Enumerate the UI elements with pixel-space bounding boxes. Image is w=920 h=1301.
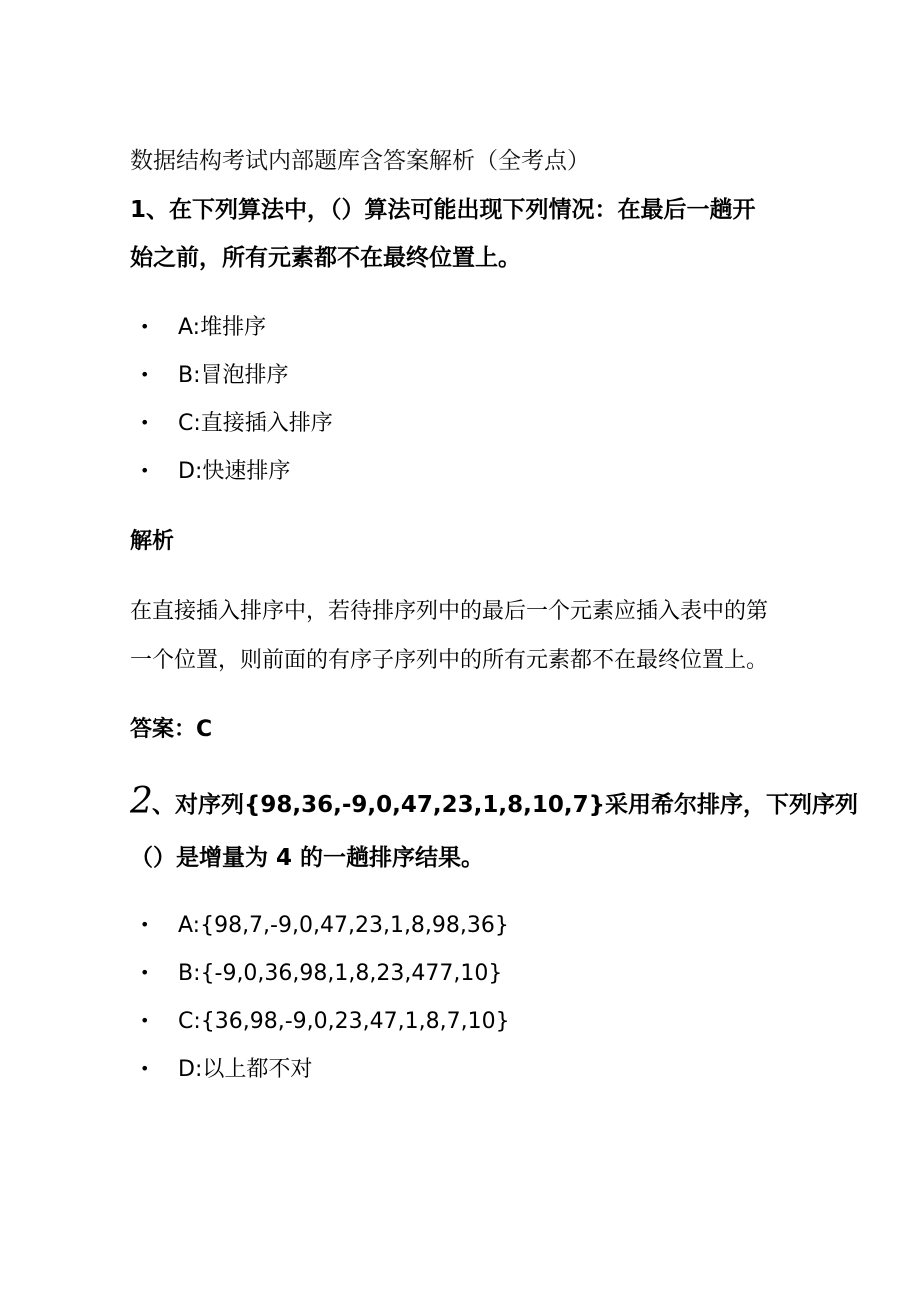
question-1-option-a <box>140 312 266 343</box>
question-2-text-line-2: （）是增量为 4 的一趟排序结果。 <box>130 845 485 871</box>
bullet-icon: • <box>140 317 150 336</box>
question-1-text-line-1: 1、在下列算法中，（）算法可能出现下列情况：在最后一趟开 <box>130 197 756 223</box>
option-label: A:{98,7,-9,0,47,23,1,8,98,36} <box>178 913 509 938</box>
option-label: D:以上都不对 <box>178 1057 313 1082</box>
bullet-icon: • <box>140 1011 150 1030</box>
option-label: A:堆排序 <box>178 315 267 340</box>
analysis-heading: 解析 <box>130 529 175 554</box>
option-label: D:快速排序 <box>178 459 291 484</box>
question-1-text-line-2: 始之前，所有元素都不在最终位置上。 <box>130 245 521 271</box>
analysis-text-line-1: 在直接插入排序中，若待排序列中的最后一个元素应插入表中的第 <box>130 599 769 624</box>
bullet-icon: • <box>140 413 150 432</box>
option-label: B:{-9,0,36,98,1,8,23,477,10} <box>178 961 503 986</box>
question-1-option-b <box>140 360 289 391</box>
question-2-option-c <box>140 1006 510 1037</box>
question-1-option-d <box>140 456 290 487</box>
bullet-icon: • <box>140 365 150 384</box>
question-2-option-d <box>140 1054 312 1085</box>
question-2-option-b <box>140 958 502 989</box>
bullet-icon: • <box>140 963 150 982</box>
answer-text: 答案：C <box>130 717 213 742</box>
bullet-icon: • <box>140 1059 150 1078</box>
question-2-text-line-1: 、对序列{98,36,-9,0,47,23,1,8,10,7}采用希尔排序，下列序列 <box>152 792 858 818</box>
option-label: B:冒泡排序 <box>178 363 289 388</box>
option-label: C:{36,98,-9,0,23,47,1,8,7,10} <box>178 1009 510 1034</box>
document-title: 数据结构考试内部题库含答案解析（全考点） <box>130 148 590 174</box>
question-2-option-a <box>140 910 509 941</box>
bullet-icon: • <box>140 461 150 480</box>
option-label: C:直接插入排序 <box>178 411 333 436</box>
question-1-option-c <box>140 408 333 439</box>
analysis-text-line-2: 一个位置，则前面的有序子序列中的所有元素都不在最终位置上。 <box>130 648 769 673</box>
question-2-number: 2 <box>130 781 153 822</box>
bullet-icon: • <box>140 915 150 934</box>
